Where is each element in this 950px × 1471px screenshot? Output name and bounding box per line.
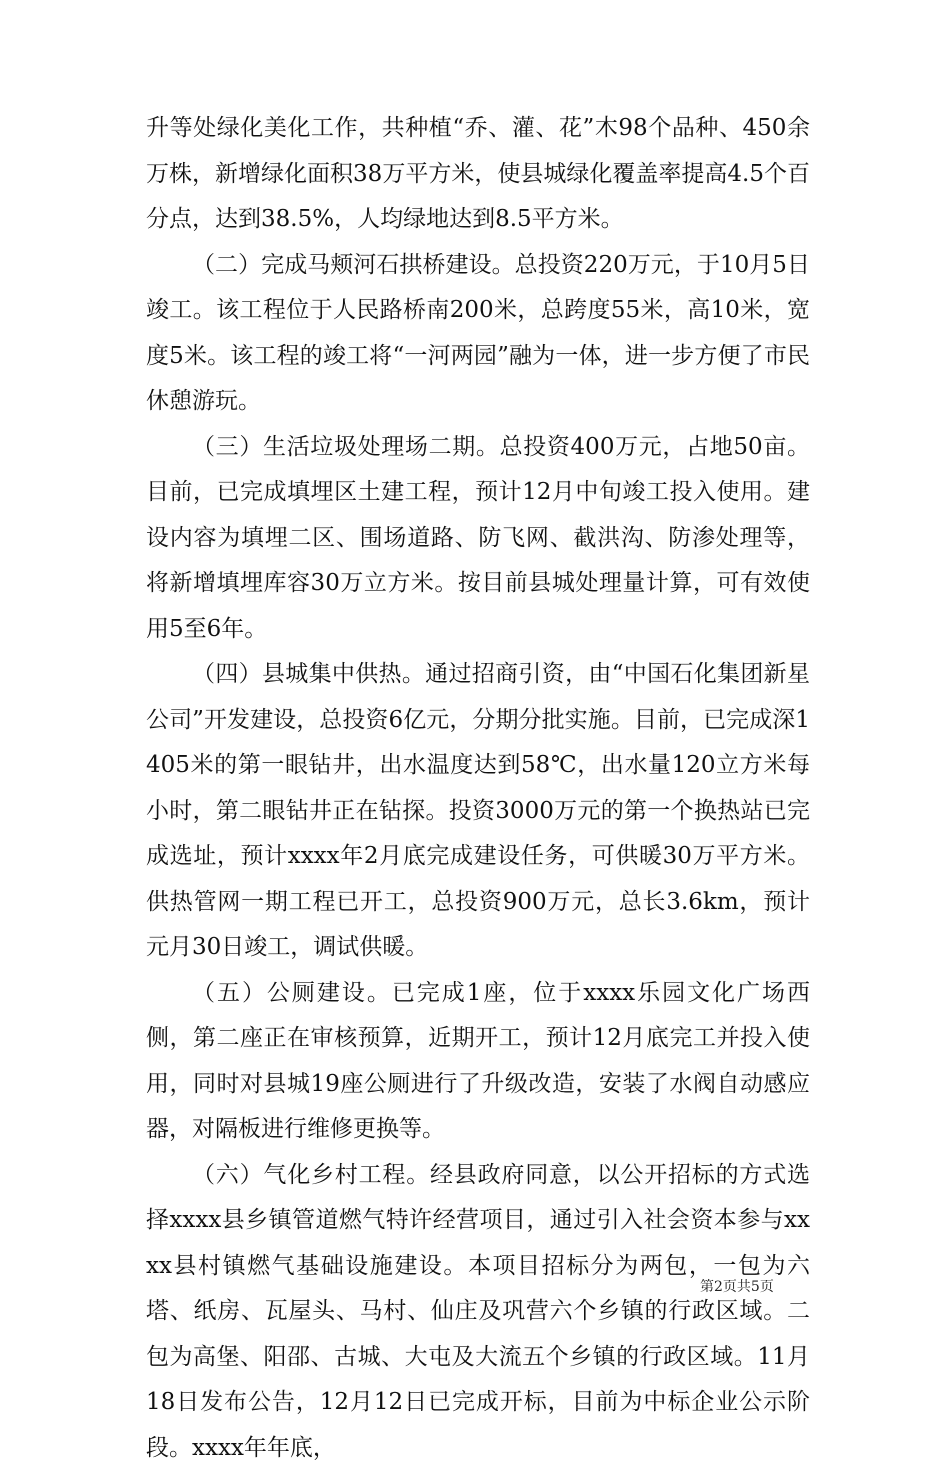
paragraph-central-heating: （四）县城集中供热。通过招商引资，由“中国石化集团新星公司”开发建设，总投资6亿元，分期分批实施。目前，已完成深1405米的第一眼钻井，出水温度达到58℃，出水量120立方米每小时，第二眼钻井正在钻探。投资3000万元的第一个换热站已完成选址，预计xxxx年2月底完成建设任务，可供暖30万平方米。供热管网一期工程已开工，总投资900万元，总长3.6km，预计元月30日竣工，调试供暖。 [146, 652, 810, 971]
paragraph-public-toilets: （五）公厕建设。已完成1座，位于xxxx乐园文化广场西侧，第二座正在审核预算，近期开工，预计12月底完工并投入使用，同时对县城19座公厕进行了升级改造，安装了水阀自动感应器，对隔板进行维修更换等。 [146, 971, 810, 1153]
page-number-footer: 第2页共5页 [700, 1276, 774, 1296]
paragraph-stone-arch-bridge: （二）完成马颊河石拱桥建设。总投资220万元，于10月5日竣工。该工程位于人民路桥南200米，总跨度55米，高10米，宽度5米。该工程的竣工将“一河两园”融为一体，进一步方便了市民休憩游玩。 [146, 243, 810, 425]
document-body [146, 106, 810, 1471]
paragraph-greening-continued: 升等处绿化美化工作，共种植“乔、灌、花”木98个品种、450余万株，新增绿化面积38万平方米，使县城绿化覆盖率提高4.5个百分点，达到38.5%，人均绿地达到8.5平方米。 [146, 106, 810, 243]
paragraph-landfill-phase-two: （三）生活垃圾处理场二期。总投资400万元，占地50亩。目前，已完成填埋区土建工程，预计12月中旬竣工投入使用。建设内容为填埋二区、围场道路、防飞网、截洪沟、防渗处理等，将新增填埋库容30万立方米。按目前县城处理量计算，可有效使用5至6年。 [146, 425, 810, 653]
paragraph-rural-gasification: （六）气化乡村工程。经县政府同意，以公开招标的方式选择xxxx县乡镇管道燃气特许经营项目，通过引入社会资本参与xxxx县村镇燃气基础设施建设。本项目招标分为两包，一包为六塔、纸房、瓦屋头、马村、仙庄及巩营六个乡镇的行政区域。二包为高堡、阳邵、古城、大屯及大流五个乡镇的行政区域。11月18日发布公告，12月12日已完成开标，目前为中标企业公示阶段。xxxx年年底， [146, 1153, 810, 1471]
